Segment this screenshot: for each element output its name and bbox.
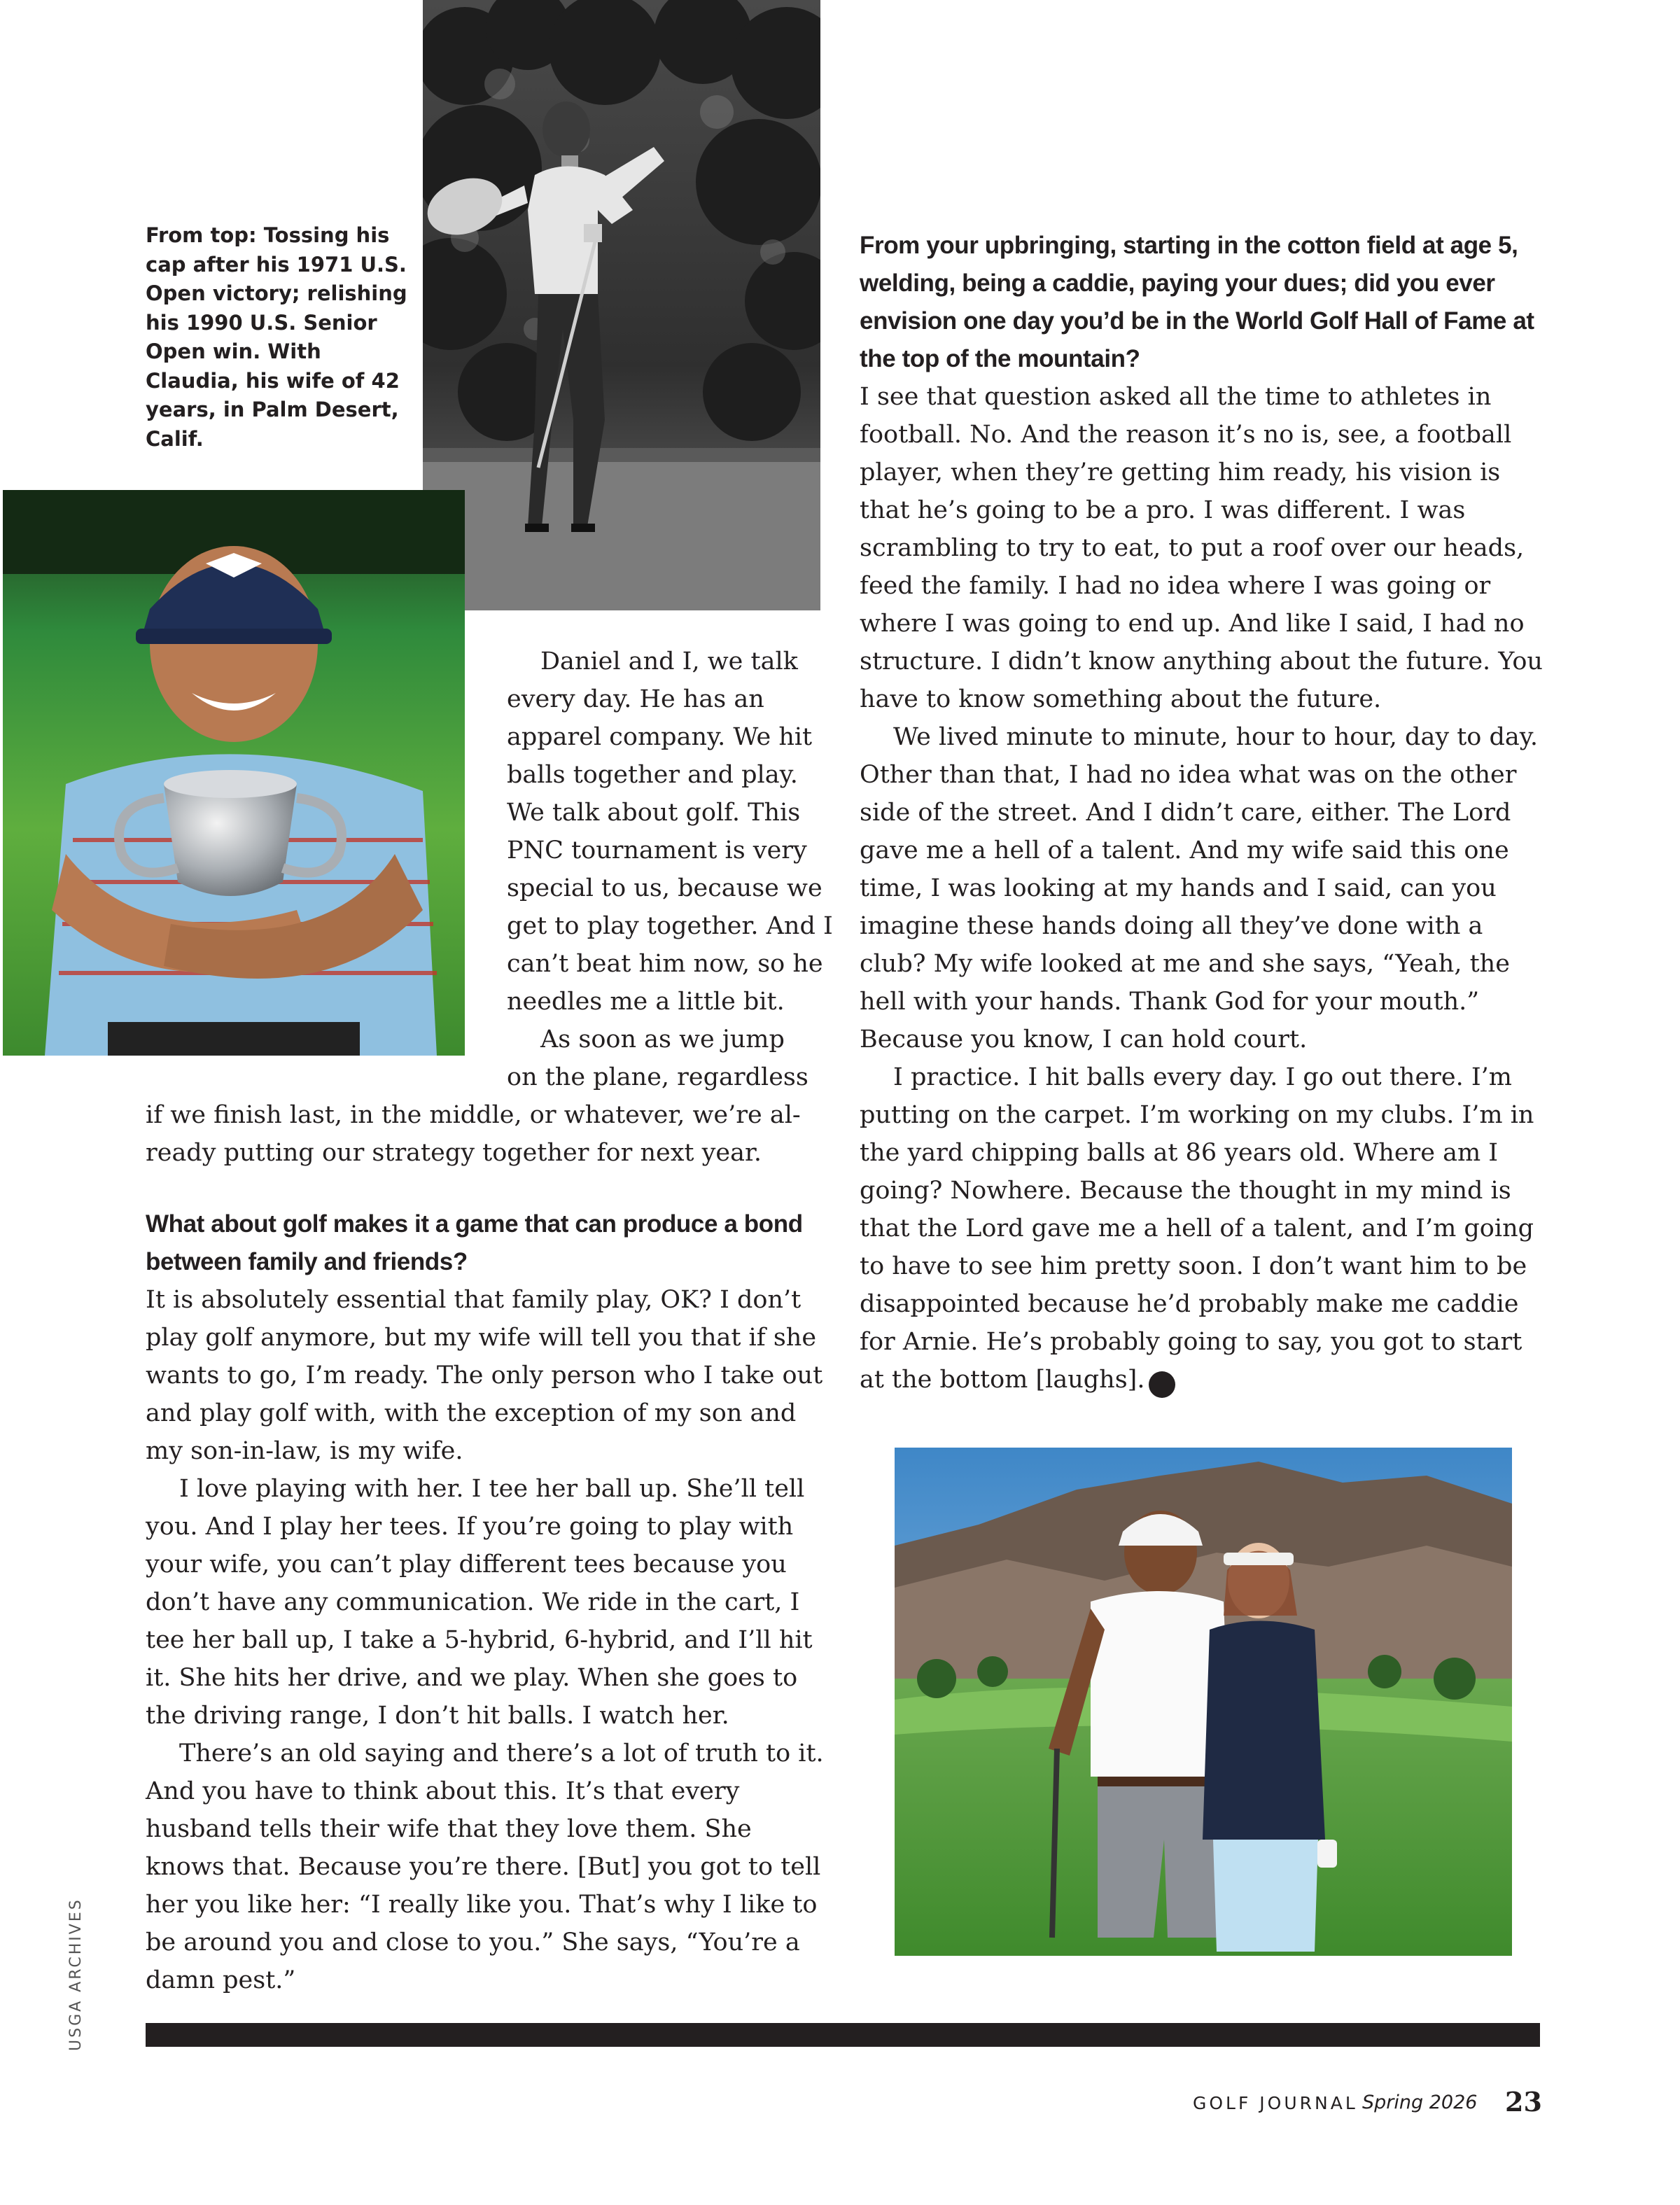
end-mark-icon: G bbox=[1149, 1371, 1175, 1398]
answer-paragraph: There’s an old saying and there’s a lot of truth to it. And you have to think about this. It’s that every husband tells their wife that they love them. She knows that. Because you’re there. [But] you got to tell her you like her: “I really like you. That’s why I like to be around you and close to you.” She says, “You’re a damn pest.” bbox=[146, 1740, 824, 1994]
text-line: needles me a little bit. bbox=[507, 988, 785, 1016]
text-line: We talk about golf. This bbox=[507, 799, 801, 827]
text-line: if we finish last, in the middle, or whatever, we’re al- bbox=[146, 1101, 801, 1129]
text-line: PNC tournament is very bbox=[507, 836, 807, 864]
left-column-continued bbox=[146, 1096, 832, 1172]
text-line: can’t beat him now, so he bbox=[507, 950, 823, 978]
answer-paragraph: It is absolutely essential that family play, OK? I don’t play golf anymore, but my wife will tell you that if she wants to go, I’m ready. The only person who I take out and play golf with, with the exception of my son and my son-in-law, is my wife. bbox=[146, 1286, 823, 1465]
question-upbringing: From your upbringing, starting in the cotton field at age 5, welding, being a caddie, paying your dues; did you ever envision one day you’d be in the World Golf Hall of Fame at the top of the mountain? bbox=[860, 232, 1534, 372]
family-qa-section bbox=[146, 1205, 832, 1999]
page-number: 23 bbox=[1505, 2086, 1542, 2118]
footer-magazine-name: GOLF JOURNAL bbox=[1193, 2093, 1358, 2113]
text-line: get to play together. And I bbox=[507, 912, 833, 940]
left-column-wrapped bbox=[507, 643, 832, 1096]
text-line: apparel company. We hit bbox=[507, 723, 813, 751]
question-family-bond: What about golf makes it a game that can produce a bond between family and friends? bbox=[146, 1210, 803, 1275]
answer-paragraph bbox=[860, 1058, 1546, 1399]
photo-1971-us-open bbox=[423, 0, 820, 610]
upbringing-qa-section bbox=[860, 227, 1546, 1399]
photo-caption: From top: Tossing his cap after his 1971 U.S. Open victory; relishing his 1990 U.S. Senior Open win. With Claudia, his wife of 42 years, in Palm Desert, Calif. bbox=[146, 223, 407, 451]
photo-1990-senior-open-image bbox=[3, 490, 465, 1056]
answer-paragraph: We lived minute to minute, hour to hour, day to day. Other than that, I had no idea what was on the other side of the street. And I didn’t care, either. The Lord gave me a hell of a talent. And my wife said this one time, I was looking at my hands and I said, can you imagine these hands doing all they’ve done with a club? My wife looked at me and she says, “Yeah, the hell with your hands. Thank God for your mouth.” Because you know, I can hold court. bbox=[860, 723, 1539, 1054]
footer-issue-season: Spring 2026 bbox=[1362, 2092, 1478, 2113]
text-line: ready putting our strategy together for next year. bbox=[146, 1139, 762, 1167]
text-line: special to us, because we bbox=[507, 874, 822, 902]
text-line: every day. He has an bbox=[507, 685, 764, 713]
photo-1990-senior-open bbox=[3, 490, 465, 1056]
text-line: Daniel and I, we talk bbox=[540, 648, 798, 676]
footer-rule bbox=[146, 2023, 1540, 2047]
text-line: on the plane, regardless bbox=[507, 1063, 808, 1091]
answer-paragraph: I see that question asked all the time to athletes in football. No. And the reason it’s no is, see, a football player, when they’re getting him ready, his vision is that he’s going to be a pro. I was different. I was scrambling to try to eat, to put a roof over our heads, feed the family. I had no idea where I was going or where I was going to end up. And like I said, I had no structure. I didn’t know anything about the future. You have to know something about the future. bbox=[860, 383, 1543, 713]
text-line: As soon as we jump bbox=[540, 1026, 785, 1054]
photo-with-claudia bbox=[895, 1448, 1512, 1956]
answer-text: I practice. I hit balls every day. I go out there. I’m putting on the carpet. I’m working on my clubs. I’m in the yard chipping balls at 86 years old. Where am I going? Nowhere. Because the thought in my mind is that the Lord gave me a hell of a talent, and I’m going to have to see him pretty soon. I don’t want him to be disappointed because he’d probably make me caddie for Arnie. He’s probably going to say, you got to start at the bottom [laughs]. bbox=[860, 1063, 1534, 1394]
answer-paragraph: I love playing with her. I tee her ball up. She’ll tell you. And I play her tees. If you’re going to play with your wife, you can’t play different tees because you don’t have any communication. We ride in the cart, I tee her ball up, I take a 5-hybrid, 6-hybrid, and I’ll hit it. She hits her drive, and we play. When she goes to the driving range, I don’t hit balls. I watch her. bbox=[146, 1475, 813, 1730]
text-line: balls together and play. bbox=[507, 761, 798, 789]
photo-credit: USGA ARCHIVES bbox=[67, 1898, 85, 2051]
photo-with-claudia-image bbox=[895, 1448, 1512, 1956]
photo-1971-us-open-image bbox=[423, 0, 820, 610]
